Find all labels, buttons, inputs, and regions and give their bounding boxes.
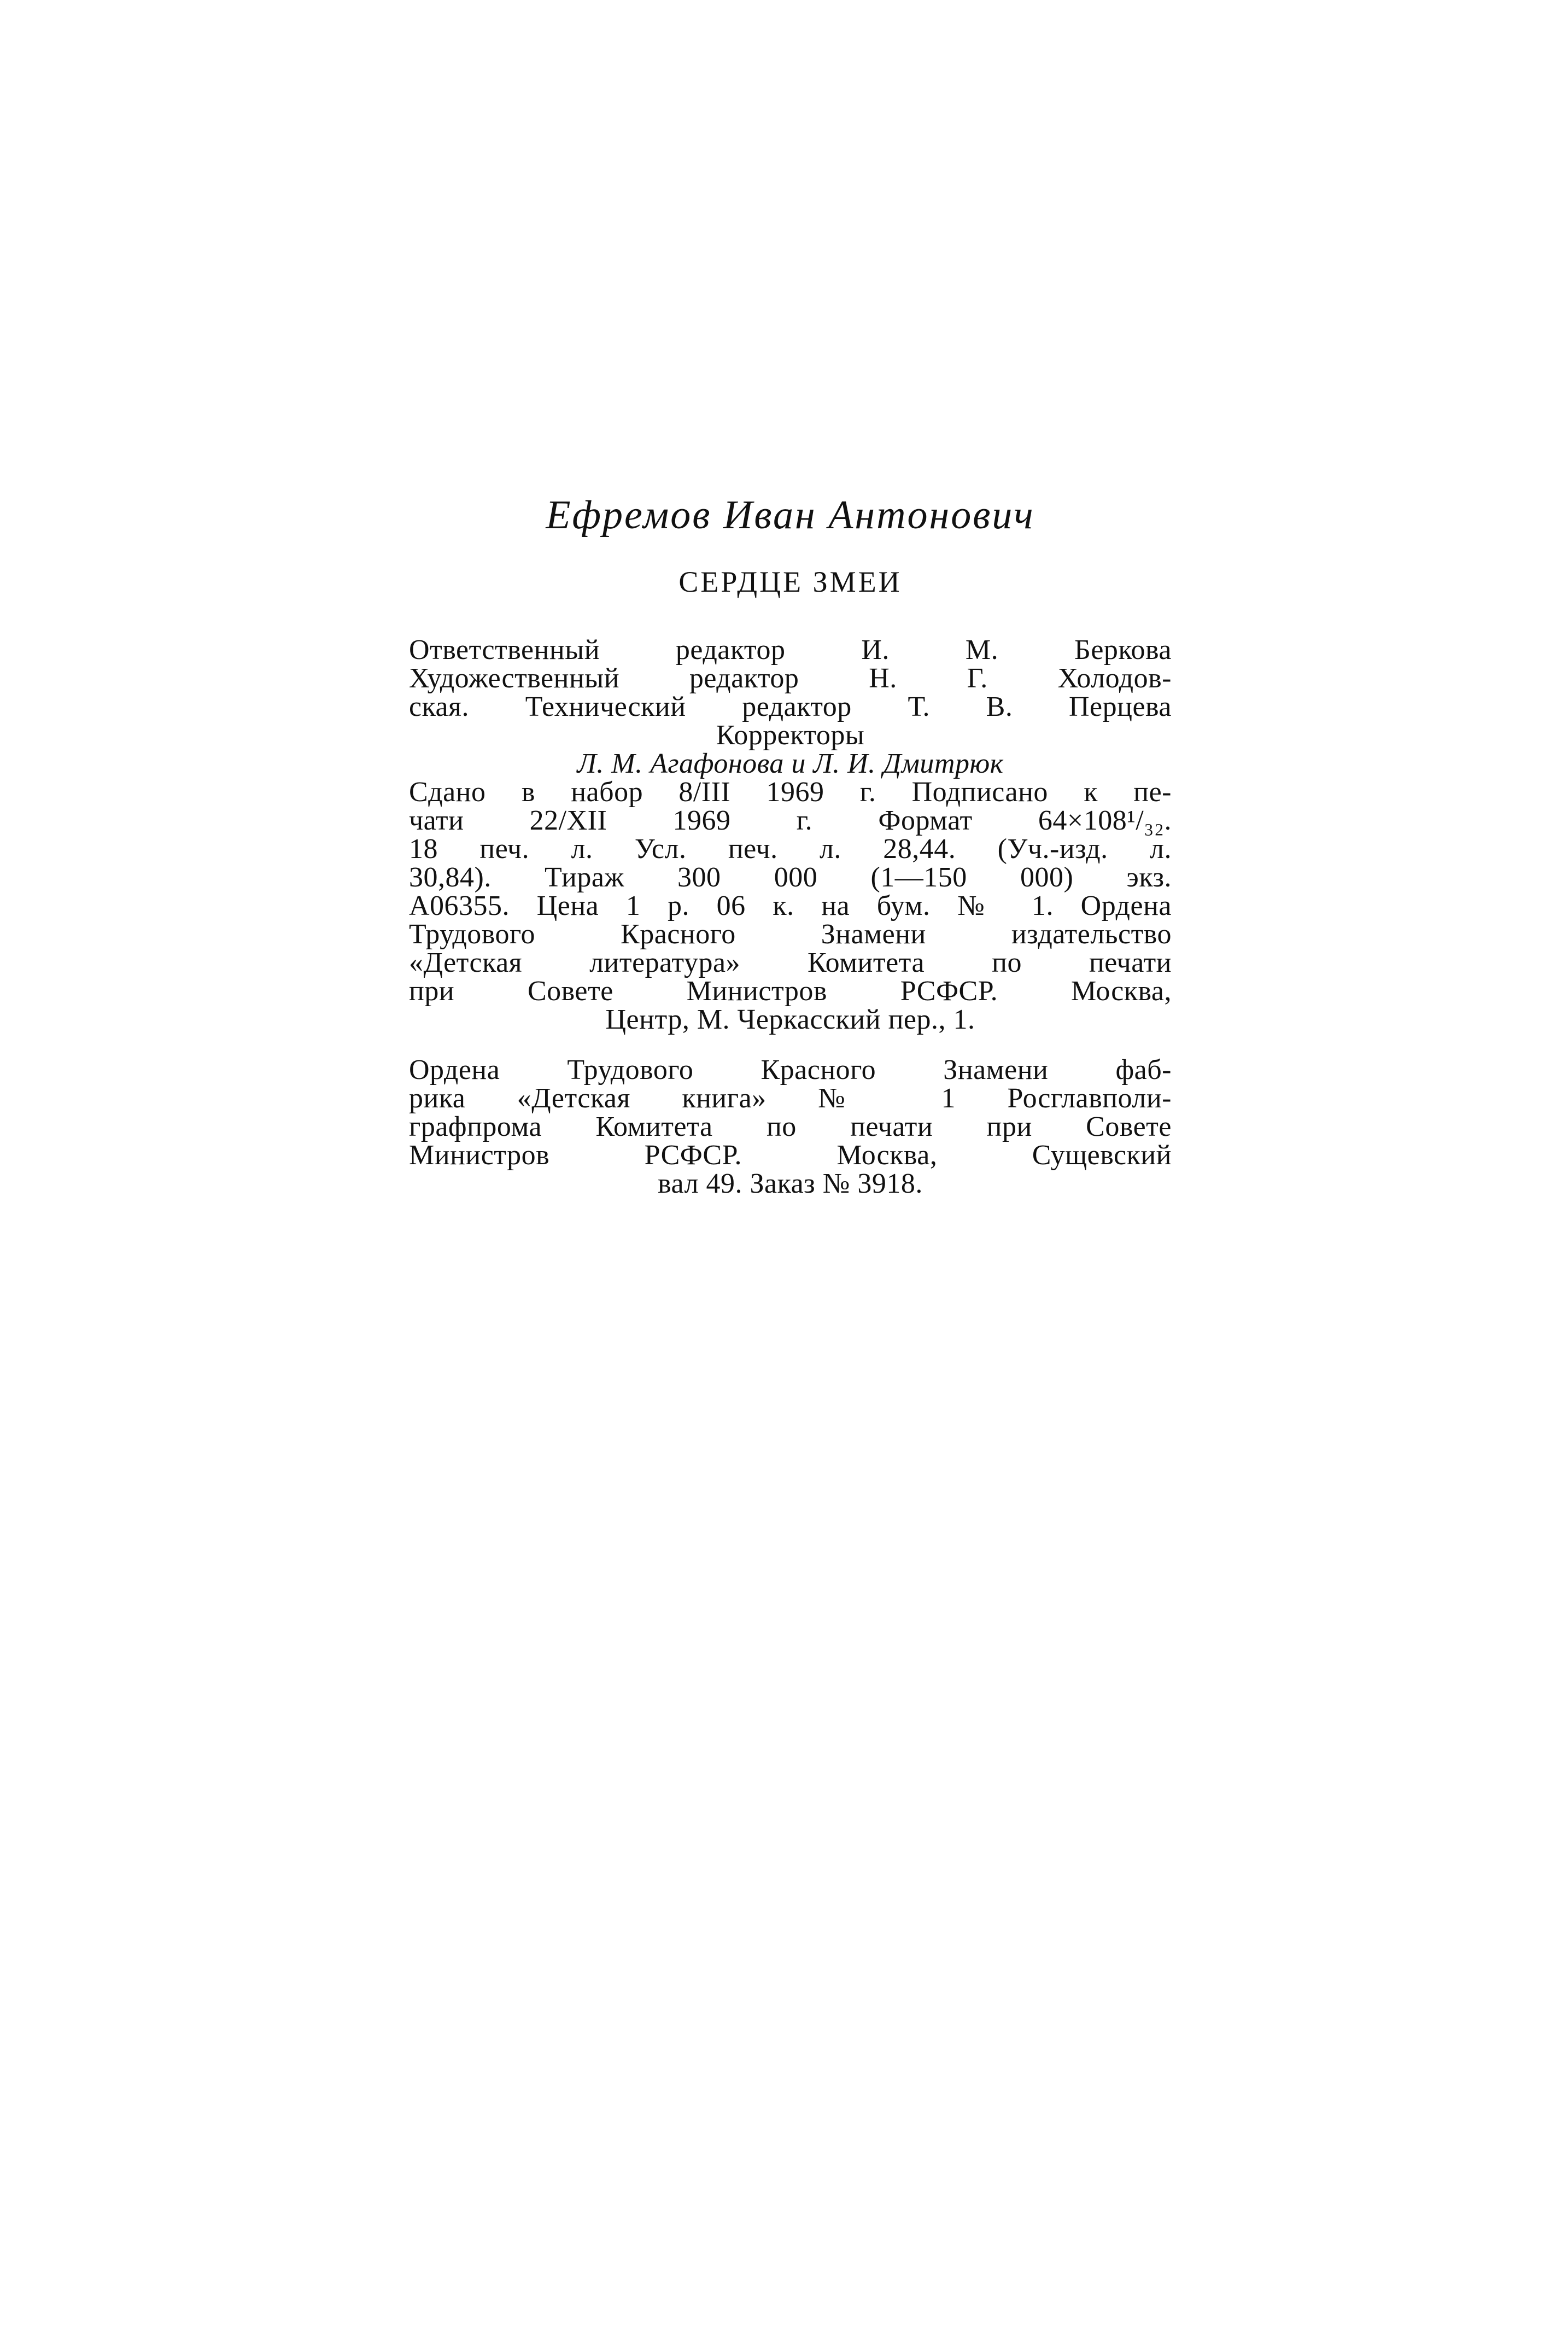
staff-line: Ответственный редактор И. М. Беркова [409,634,1172,666]
staff-line: ская. Технический редактор Т. В. Перцева [409,691,1172,722]
print-line: Центр, М. Черкасский пер., 1. [605,1004,975,1035]
print-info [409,778,1172,1034]
print-line: при Совете Министров РСФСР. Москва, [409,976,1172,1007]
print-line: А06355. Цена 1 р. 06 к. на бум. № 1. Ордена [409,890,1172,921]
colophon [409,495,1172,1198]
factory-line: вал 49. Заказ № 3918. [658,1168,923,1199]
print-line: «Детская литература» Комитета по печати [409,947,1172,978]
factory-line: Министров РСФСР. Москва, Сущевский [409,1140,1172,1171]
book-title: СЕРДЦЕ ЗМЕИ [678,565,902,598]
imprint-block [409,636,1172,1198]
factory-line: графпрома Комитета по печати при Совете [409,1111,1172,1142]
print-line: Трудового Красного Знамени издательство [409,919,1172,950]
editorial-staff [409,636,1172,778]
print-line: Сдано в набор 8/III 1969 г. Подписано к пе- [409,777,1172,808]
author-name: Ефремов Иван Антонович [546,493,1035,538]
factory-line: Ордена Трудового Красного Знамени фаб- [409,1054,1172,1085]
print-line: 30,84). Тираж 300 000 (1—150 000) экз. [409,862,1172,893]
print-line: чати 22/XII 1969 г. Формат 64×108¹/₃₂. [409,805,1172,836]
print-line: 18 печ. л. Усл. печ. л. 28,44. (Уч.-изд. л. [409,833,1172,865]
section-gap [409,1034,1172,1056]
factory-info [409,1056,1172,1198]
staff-line: Л. М. Агафонова и Л. И. Дмитрюк [577,748,1004,779]
factory-line: рика «Детская книга» № 1 Росглавполи- [409,1083,1172,1114]
staff-line: Художественный редактор Н. Г. Холодов- [409,663,1172,694]
staff-line: Корректоры [716,720,865,751]
